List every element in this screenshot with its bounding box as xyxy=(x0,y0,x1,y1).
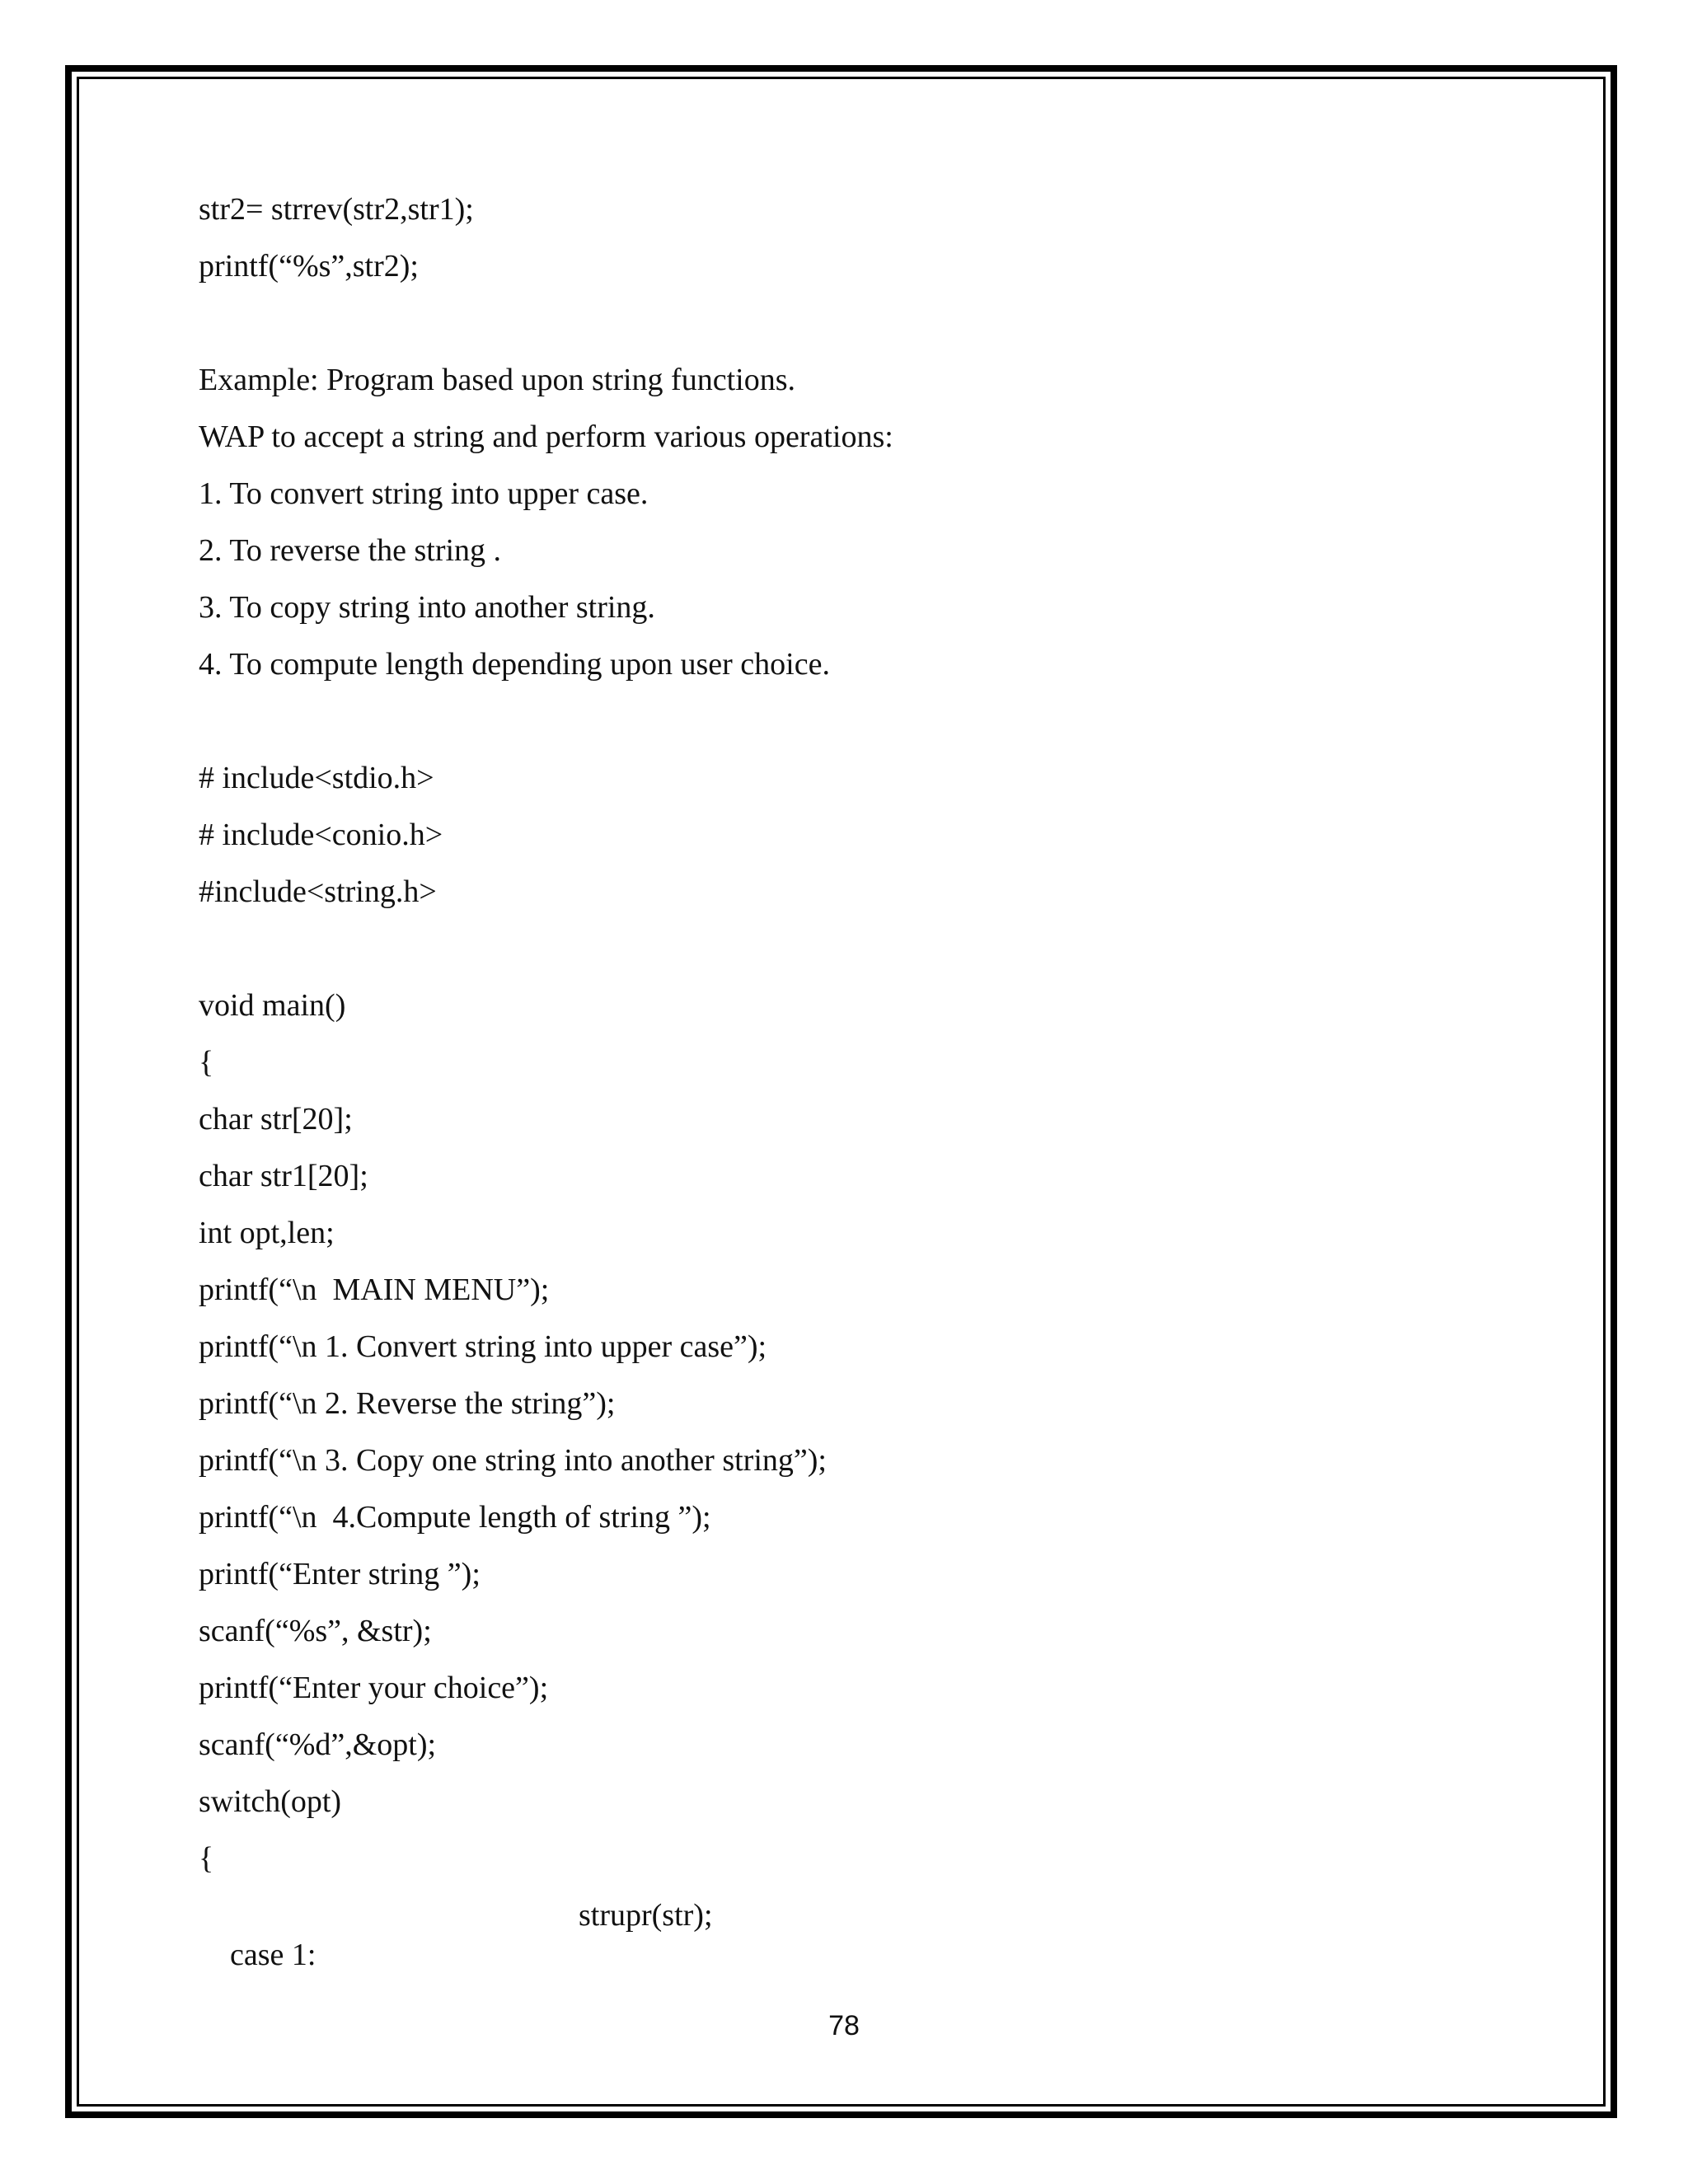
example-heading: Example: Program based upon string functions. xyxy=(199,363,795,397)
code-line: char str[20]; xyxy=(199,1102,353,1137)
code-line: void main() xyxy=(199,988,346,1023)
case-statement: strupr(str); xyxy=(579,1898,713,1933)
code-line: printf(“\n 2. Reverse the string”); xyxy=(199,1386,616,1421)
code-line: printf(“\n 4.Compute length of string ”); xyxy=(199,1500,711,1535)
code-line: { xyxy=(199,1045,214,1080)
code-line: char str1[20]; xyxy=(199,1159,368,1193)
code-line: #include<string.h> xyxy=(199,874,437,909)
code-line: int opt,len; xyxy=(199,1216,335,1250)
code-line: # include<conio.h> xyxy=(199,818,443,852)
list-item: 4. To compute length depending upon user choice. xyxy=(199,647,830,682)
code-line: printf(“\n 3. Copy one string into another string”); xyxy=(199,1443,827,1478)
text-line: printf(“%s”,str2); xyxy=(199,249,419,284)
code-line: { xyxy=(199,1841,214,1876)
text-line: str2= strrev(str2,str1); xyxy=(199,192,474,227)
code-line: printf(“\n MAIN MENU”); xyxy=(199,1272,550,1307)
code-line: printf(“\n 1. Convert string into upper case”); xyxy=(199,1329,767,1364)
code-line: printf(“Enter string ”); xyxy=(199,1557,481,1591)
code-line: switch(opt) xyxy=(199,1784,342,1819)
code-line: printf(“Enter your choice”); xyxy=(199,1671,549,1705)
text-line: WAP to accept a string and perform various operations: xyxy=(199,419,893,454)
code-line: scanf(“%d”,&opt); xyxy=(199,1727,437,1762)
page-number: 78 xyxy=(828,2010,860,2041)
list-item: 1. To convert string into upper case. xyxy=(199,476,649,511)
case-label: case 1: xyxy=(230,1938,316,1972)
code-line: scanf(“%s”, &str); xyxy=(199,1614,432,1648)
list-item: 2. To reverse the string . xyxy=(199,533,502,568)
list-item: 3. To copy string into another string. xyxy=(199,590,655,625)
code-line: # include<stdio.h> xyxy=(199,761,434,795)
